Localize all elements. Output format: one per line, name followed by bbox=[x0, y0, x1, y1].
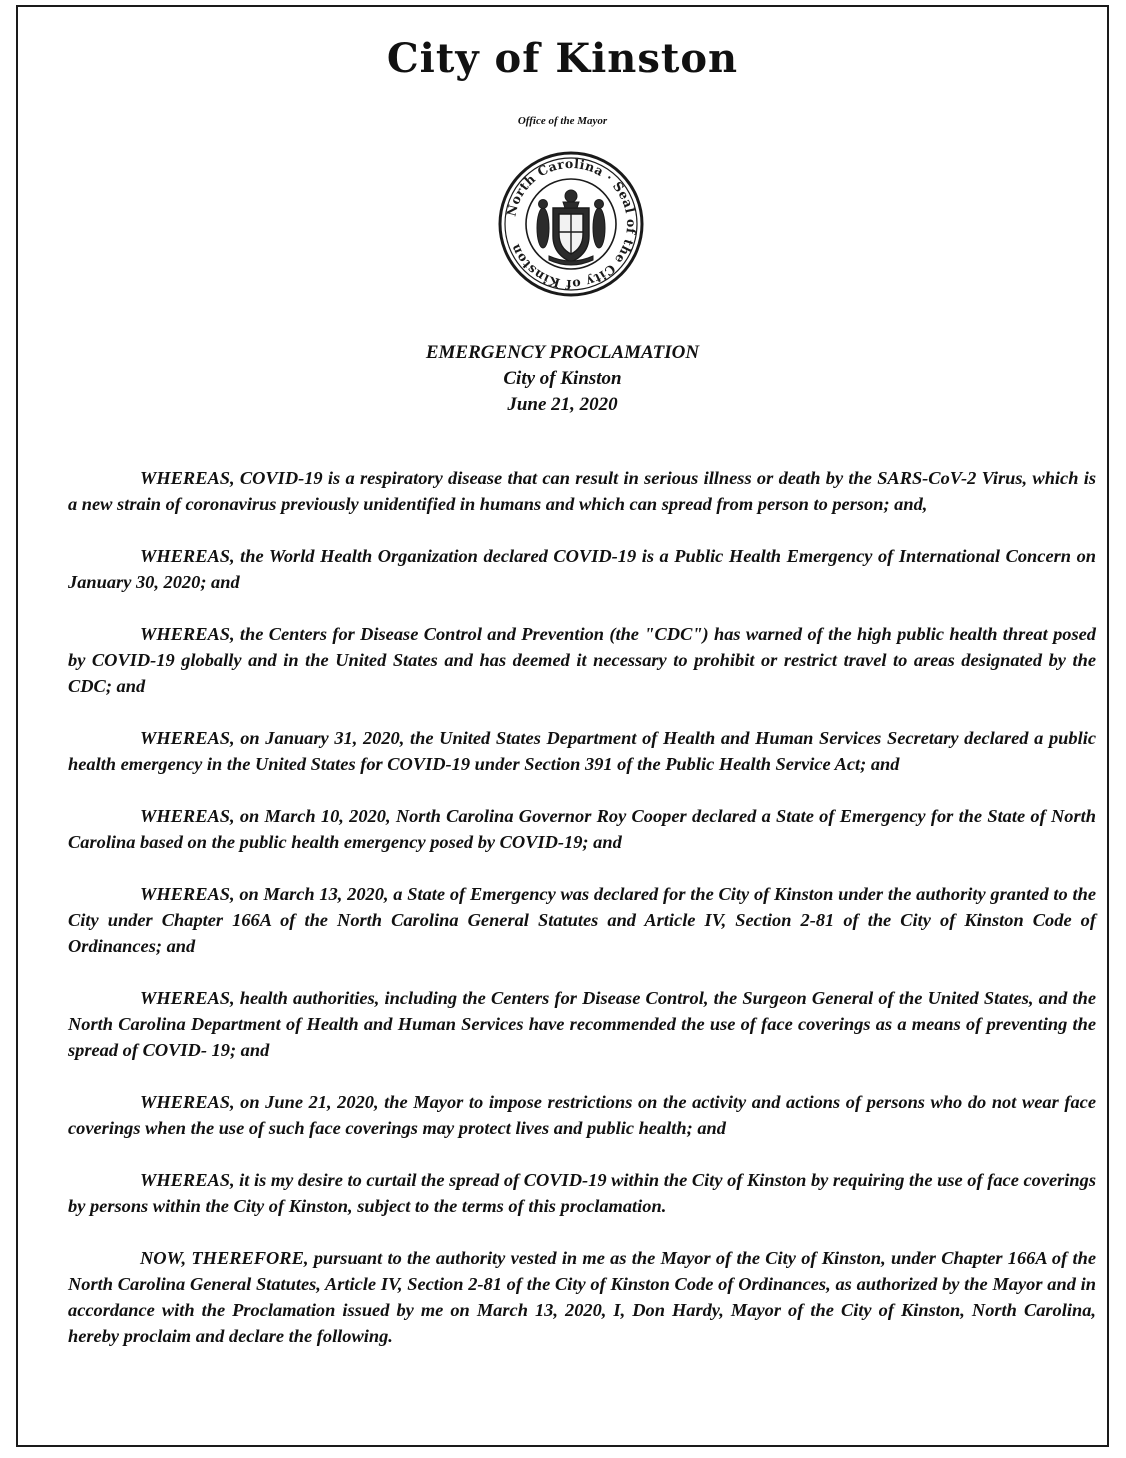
paragraph-text: health authorities, including the Centers for Disease Control, the Surgeon General of the United States, and the North Carolina Department of Health and Human Services have recommended the use of face coverings as a means of preventing the spread of COVID- 19; and bbox=[68, 988, 1096, 1060]
paragraph-text: pursuant to the authority vested in me as the Mayor of the City of Kinston, under Chapter 166A of the North Carolina General Statutes, Article IV, Section 2-81 of the City of Kinston Code of Ordinances, as authorized by the Mayor and in accordance with the Proclamation issued by me on March 13, 2020, I, Don Hardy, Mayor of the City of Kinston, North Carolina, hereby proclaim and declare the following. bbox=[68, 1248, 1096, 1346]
paragraph-text: on June 21, 2020, the Mayor to impose restrictions on the activity and actions of persons who do not wear face coverings when the use of such face coverings may protect lives and public health; and bbox=[68, 1092, 1096, 1138]
proclamation-date: June 21, 2020 bbox=[507, 394, 618, 415]
now-therefore-paragraph bbox=[68, 1245, 1096, 1349]
paragraph-text: it is my desire to curtail the spread of COVID-19 within the City of Kinston by requiring the use of face coverings by persons within the City of Kinston, subject to the terms of this proclamation. bbox=[68, 1170, 1096, 1216]
city-seal-icon bbox=[497, 150, 645, 298]
paragraph-text: on March 10, 2020, North Carolina Governor Roy Cooper declared a State of Emergency for the State of North Carolina based on the public health emergency posed by COVID-19; and bbox=[68, 806, 1096, 852]
whereas-paragraph bbox=[68, 985, 1096, 1063]
office-of-mayor-line: Office of the Mayor bbox=[517, 115, 608, 127]
paragraph-text: the Centers for Disease Control and Prevention (the "CDC") has warned of the high public health threat posed by COVID-19 globally and in the United States and has deemed it necessary to prohibit or restrict travel to areas designated by the CDC; and bbox=[68, 624, 1096, 696]
whereas-paragraph bbox=[68, 465, 1096, 517]
paragraph-lead: WHEREAS, bbox=[140, 1170, 235, 1190]
proclamation-city: City of Kinston bbox=[503, 368, 622, 389]
paragraph-lead: WHEREAS, bbox=[140, 884, 235, 904]
paragraph-lead: WHEREAS, bbox=[140, 988, 235, 1008]
seal-ring-text: North Carolina · Seal of the City of Kinston bbox=[503, 155, 640, 293]
paragraph-lead: WHEREAS, bbox=[140, 728, 235, 748]
whereas-paragraph bbox=[68, 543, 1096, 595]
paragraph-text: on January 31, 2020, the United States Department of Health and Human Services Secretary declared a public health emergency in the United States for COVID-19 under Section 391 of the Public Health Service Act; and bbox=[68, 728, 1096, 774]
proclamation-body bbox=[68, 465, 1096, 1375]
whereas-paragraph bbox=[68, 1167, 1096, 1219]
whereas-paragraph bbox=[68, 725, 1096, 777]
whereas-paragraph bbox=[68, 1089, 1096, 1141]
paragraph-text: on March 13, 2020, a State of Emergency was declared for the City of Kinston under the authority granted to the City under Chapter 166A of the North Carolina General Statutes and Article IV, Section 2-81 of the City of Kinston Code of Ordinances; and bbox=[68, 884, 1096, 956]
letterhead-title: City of Kinston bbox=[386, 35, 739, 82]
document-page bbox=[16, 5, 1109, 1447]
paragraph-lead: WHEREAS, bbox=[140, 624, 235, 644]
whereas-paragraph bbox=[68, 881, 1096, 959]
paragraph-lead: WHEREAS, bbox=[140, 468, 235, 488]
proclamation-title: EMERGENCY PROCLAMATION bbox=[425, 342, 700, 363]
paragraph-text: the World Health Organization declared COVID-19 is a Public Health Emergency of International Concern on January 30, 2020; and bbox=[68, 546, 1096, 592]
paragraph-lead: NOW, THEREFORE, bbox=[140, 1248, 309, 1268]
paragraph-lead: WHEREAS, bbox=[140, 546, 235, 566]
paragraph-lead: WHEREAS, bbox=[140, 806, 235, 826]
whereas-paragraph bbox=[68, 621, 1096, 699]
whereas-paragraph bbox=[68, 803, 1096, 855]
paragraph-lead: WHEREAS, bbox=[140, 1092, 235, 1112]
proclamation-heading bbox=[18, 340, 1107, 418]
paragraph-text: COVID-19 is a respiratory disease that can result in serious illness or death by the SARS-CoV-2 Virus, which is a new strain of coronavirus previously unidentified in humans and which can spread from person to person; and, bbox=[68, 468, 1096, 514]
